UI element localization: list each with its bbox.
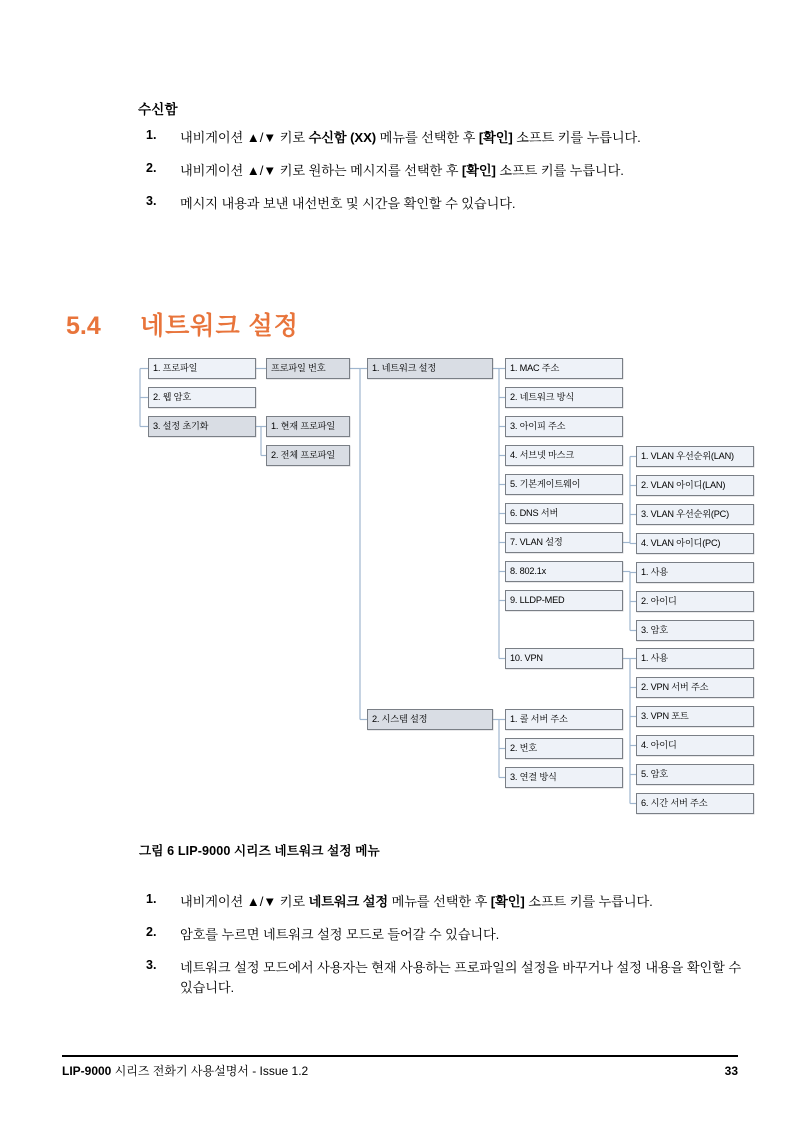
diagram-node-vpn-child-1 bbox=[636, 677, 754, 698]
node-label: 1. 현재 프로파일 bbox=[271, 420, 336, 431]
list-item-number: 3. bbox=[146, 958, 157, 973]
diagram-node-col1-1 bbox=[148, 387, 256, 408]
footer-document-title bbox=[62, 1062, 308, 1079]
diagram-node-system-settings bbox=[367, 709, 493, 730]
list-item-number: 1. bbox=[146, 128, 157, 142]
text-emphasis-1: 수신함 (XX) bbox=[308, 130, 377, 145]
diagram-node-vpn-child-5 bbox=[636, 793, 754, 814]
list-item bbox=[138, 958, 748, 998]
diagram-node-network-child-0 bbox=[505, 358, 623, 379]
diagram-node-network-child-6 bbox=[505, 532, 623, 553]
node-label: 5. 기본게이트웨이 bbox=[510, 478, 581, 489]
node-label: 3. 암호 bbox=[641, 624, 668, 635]
node-label: 5. 암호 bbox=[641, 768, 668, 779]
node-label: 10. VPN bbox=[510, 652, 543, 663]
node-label: 2. 전체 프로파일 bbox=[271, 449, 336, 460]
node-label: 2. VLAN 아이디(LAN) bbox=[641, 479, 726, 490]
diagram-node-network-child-1 bbox=[505, 387, 623, 408]
list-item-number: 1. bbox=[146, 892, 157, 906]
diagram-node-profile-number bbox=[266, 358, 350, 379]
list-item-number: 2. bbox=[146, 925, 157, 940]
text-mid: 메뉴를 선택한 후 bbox=[388, 894, 491, 909]
text-emphasis-2: [확인] bbox=[461, 163, 496, 179]
node-label: 3. 아이피 주소 bbox=[510, 420, 566, 431]
diagram-node-all-profile bbox=[266, 445, 350, 466]
diagram-node-vpn-child-2 bbox=[636, 706, 754, 727]
section-heading-text: 네트워크 설정 bbox=[140, 312, 299, 340]
text-emphasis-1: 네트워크 설정 bbox=[308, 894, 389, 909]
list-item-text bbox=[180, 925, 499, 945]
diagram-node-vlan-child-2 bbox=[636, 504, 754, 525]
node-label: 2. 시스템 설정 bbox=[372, 713, 428, 724]
node-label: 1. 사용 bbox=[641, 652, 668, 663]
list-item bbox=[138, 892, 748, 912]
diagram-node-vpn-child-3 bbox=[636, 735, 754, 756]
node-label: 8. 802.1x bbox=[510, 565, 546, 576]
diagram-node-network-child-2 bbox=[505, 416, 623, 437]
text-pre: 내비게이션 ▲/▼ 키로 bbox=[180, 130, 309, 145]
footer-page-number: 33 bbox=[724, 1064, 738, 1078]
diagram-node-col1-2 bbox=[148, 416, 256, 437]
diagram-node-8021x-child-2 bbox=[636, 620, 754, 641]
diagram-node-network-settings bbox=[367, 358, 493, 379]
text-pre: 내비게이션 ▲/▼ 키로 원하는 메시지를 선택한 후 bbox=[180, 163, 462, 179]
node-label: 2. 네트워크 방식 bbox=[510, 391, 575, 402]
node-label: 7. VLAN 설정 bbox=[510, 536, 563, 547]
node-label: 2. VPN 서버 주소 bbox=[641, 681, 709, 692]
node-label: 1. 콜 서버 주소 bbox=[510, 713, 568, 724]
text-post: 소프트 키를 누릅니다. bbox=[524, 894, 653, 909]
diagram-node-current-profile bbox=[266, 416, 350, 437]
diagram-node-vlan-child-0 bbox=[636, 446, 754, 467]
node-label: 1. 사용 bbox=[641, 566, 668, 577]
node-label: 2. 웹 암호 bbox=[153, 391, 191, 402]
diagram-node-network-child-3 bbox=[505, 445, 623, 466]
list-item bbox=[138, 925, 748, 945]
figure-caption: 그림 6 LIP-9000 시리즈 네트워크 설정 메뉴 bbox=[139, 844, 380, 858]
node-label: 4. 서브넷 마스크 bbox=[510, 449, 575, 460]
node-label: 3. 설정 초기화 bbox=[153, 420, 209, 431]
node-label: 4. VLAN 아이디(PC) bbox=[641, 537, 721, 548]
text-emphasis-2: [확인] bbox=[490, 894, 525, 909]
text-mid: 메뉴를 선택한 후 bbox=[376, 130, 479, 145]
node-label: 6. DNS 서버 bbox=[510, 507, 559, 518]
text-post: 소프트 키를 누릅니다. bbox=[512, 130, 641, 145]
node-label: 9. LLDP-MED bbox=[510, 594, 565, 605]
diagram-node-system-child-0 bbox=[505, 709, 623, 730]
text-post: 소프트 키를 누릅니다. bbox=[495, 163, 624, 179]
node-label: 2. 번호 bbox=[510, 742, 537, 753]
footer-title-rest: 시리즈 전화기 사용설명서 - Issue 1.2 bbox=[111, 1064, 309, 1078]
text-pre: 네트워크 설정 모드에서 사용자는 현재 사용하는 프로파일의 설정을 바꾸거나 설정 내용을 확인할 수 있습니다. bbox=[180, 960, 741, 996]
node-label: 1. 프로파일 bbox=[153, 362, 198, 373]
node-label: 6. 시간 서버 주소 bbox=[641, 797, 708, 808]
diagram-node-8021x-child-0 bbox=[636, 562, 754, 583]
node-label: 3. VLAN 우선순위(PC) bbox=[641, 508, 729, 519]
node-label: 1. MAC 주소 bbox=[510, 362, 560, 373]
node-label: 2. 아이디 bbox=[641, 595, 677, 606]
diagram-node-vlan-child-1 bbox=[636, 475, 754, 496]
list-item-number: 2. bbox=[146, 161, 157, 176]
diagram-node-system-child-1 bbox=[505, 738, 623, 759]
node-label: 1. 네트워크 설정 bbox=[372, 362, 437, 373]
text-pre: 메시지 내용과 보낸 내선번호 및 시간을 확인할 수 있습니다. bbox=[180, 196, 516, 212]
list-item-text bbox=[180, 892, 653, 912]
footer-rule bbox=[62, 1055, 738, 1057]
node-label: 프로파일 번호 bbox=[271, 362, 326, 373]
list-item-text bbox=[180, 958, 748, 998]
node-label: 4. 아이디 bbox=[641, 739, 677, 750]
diagram-node-8021x-child-1 bbox=[636, 591, 754, 612]
page-footer bbox=[62, 1062, 738, 1079]
diagram-node-system-child-2 bbox=[505, 767, 623, 788]
node-label: 1. VLAN 우선순위(LAN) bbox=[641, 450, 734, 461]
list-item-number: 3. bbox=[146, 194, 157, 209]
section-heading-number: 5.4 bbox=[66, 312, 101, 340]
node-label: 3. 연결 방식 bbox=[510, 771, 557, 782]
text-emphasis-2: [확인] bbox=[478, 130, 513, 145]
inbox-section-title: 수신함 bbox=[138, 102, 178, 117]
node-label: 3. VPN 포트 bbox=[641, 710, 689, 721]
text-pre: 암호를 누르면 네트워크 설정 모드로 들어갈 수 있습니다. bbox=[180, 927, 500, 943]
diagram-node-vpn-child-4 bbox=[636, 764, 754, 785]
diagram-node-network-child-9 bbox=[505, 648, 623, 669]
diagram-node-network-child-5 bbox=[505, 503, 623, 524]
footer-model: LIP-9000 bbox=[62, 1064, 112, 1078]
diagram-node-vpn-child-0 bbox=[636, 648, 754, 669]
diagram-node-vlan-child-3 bbox=[636, 533, 754, 554]
text-pre: 내비게이션 ▲/▼ 키로 bbox=[180, 894, 309, 909]
network-steps-list bbox=[138, 892, 748, 1011]
diagram-node-network-child-8 bbox=[505, 590, 623, 611]
diagram-node-network-child-7 bbox=[505, 561, 623, 582]
diagram-node-col1-0 bbox=[148, 358, 256, 379]
diagram-node-network-child-4 bbox=[505, 474, 623, 495]
